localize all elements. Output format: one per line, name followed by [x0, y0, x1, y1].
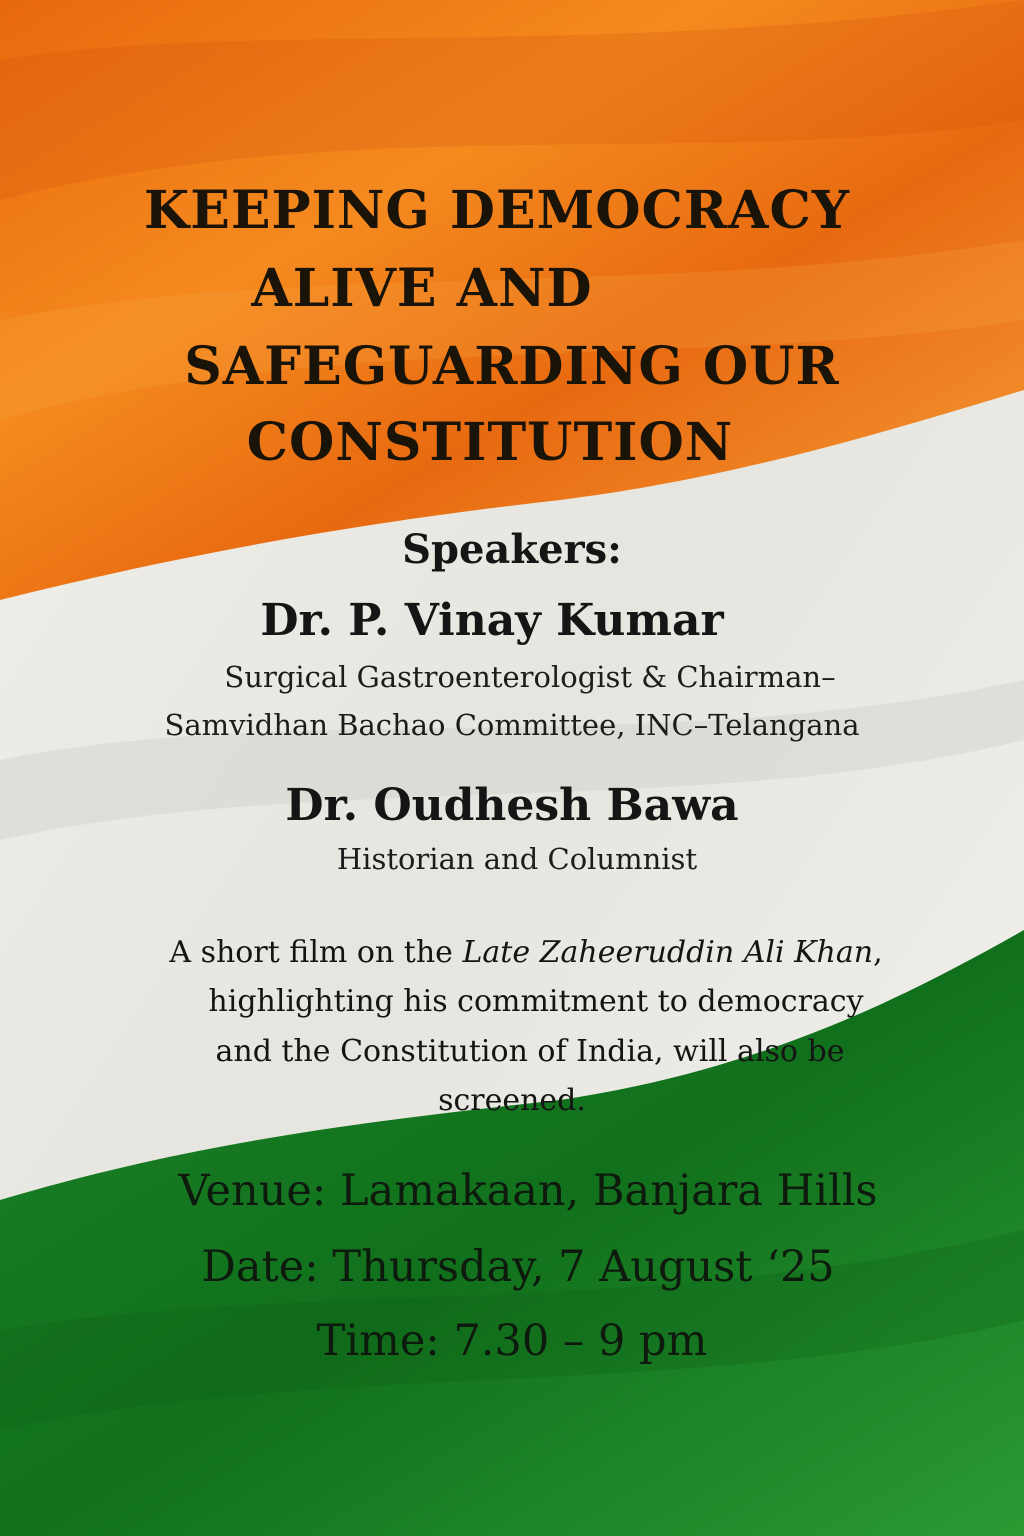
venue-text: Venue: Lamakaan, Banjara Hills — [178, 1166, 878, 1216]
speaker-1-role-line-2: Samvidhan Bachao Committee, INC–Telangana — [164, 708, 860, 742]
film-description-line-1 — [14, 935, 1024, 970]
speakers-label: Speakers: — [402, 526, 622, 573]
title-line-2: ALIVE AND — [251, 258, 593, 319]
speaker-2-role-line-1: Historian and Columnist — [336, 842, 698, 876]
film-description-line-4: screened. — [438, 1083, 586, 1118]
speaker-1-role-line-1: Surgical Gastroenterologist & Chairman– — [224, 660, 836, 694]
time-text: Time: 7.30 – 9 pm — [316, 1316, 708, 1366]
film-line-1-prefix: A short film on the — [169, 935, 463, 970]
film-description-line-2: highlighting his commitment to democracy — [208, 984, 864, 1019]
title-line-1: KEEPING DEMOCRACY — [144, 180, 850, 241]
film-line-1-suffix: , — [873, 935, 883, 970]
film-subject-name: Late Zaheeruddin Ali Khan — [462, 935, 874, 970]
speaker-2-name: Dr. Oudhesh Bawa — [285, 780, 739, 831]
date-text: Date: Thursday, 7 August ‘25 — [201, 1242, 835, 1292]
film-description-line-3: and the Constitution of India, will also be — [215, 1034, 845, 1069]
title-line-4: CONSTITUTION — [246, 412, 734, 473]
title-line-3: SAFEGUARDING OUR — [184, 336, 840, 397]
speaker-1-name: Dr. P. Vinay Kumar — [260, 595, 724, 646]
